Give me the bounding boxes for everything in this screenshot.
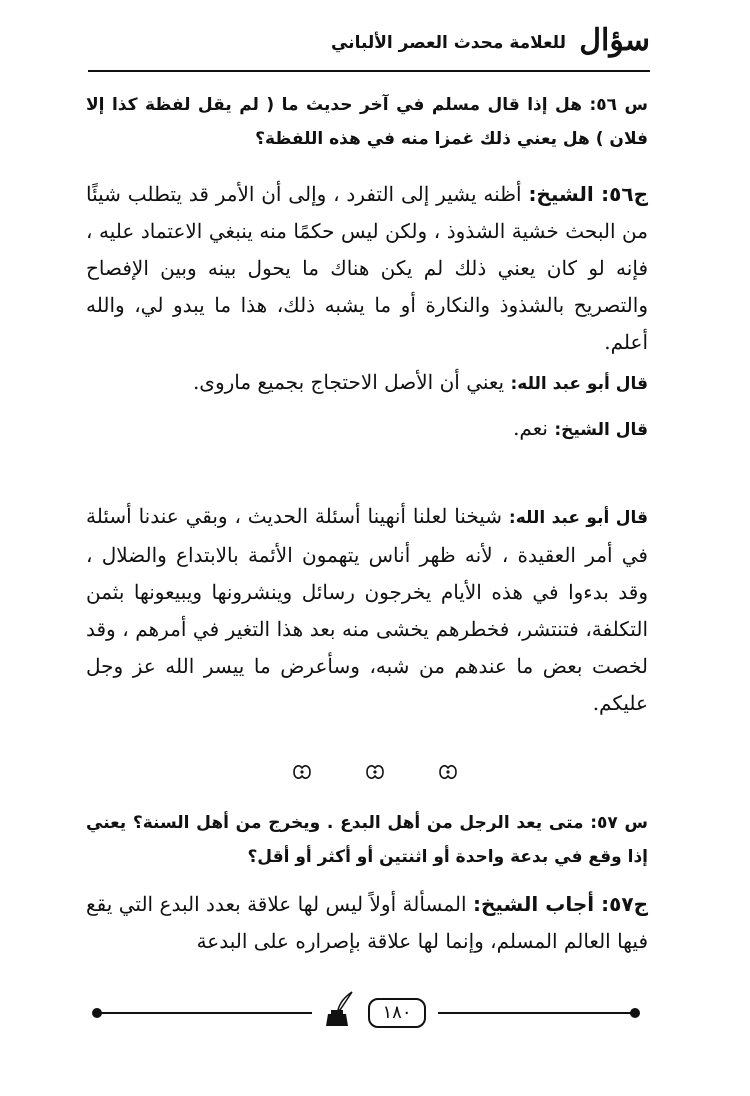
answer-57-text: المسألة أولاً ليس لها علاقة بعدد البدع التي يقع فيها العالم المسلم، وإنما لها علاقة بإصراره على البدعة — [86, 892, 648, 953]
header-rule — [88, 70, 650, 72]
footer-rule-left — [98, 1012, 312, 1014]
dialogue-abu-abdullah-1 — [86, 364, 648, 403]
speaker-label: قال الشيخ: — [554, 420, 648, 440]
inkpot-quill-icon — [320, 990, 354, 1028]
speaker-label: قال أبو عبد الله: — [508, 508, 648, 528]
footer-dot-right — [630, 1008, 640, 1018]
answer-56-lead: ج٥٦: الشيخ: — [528, 182, 648, 206]
book-subtitle: للعلامة محدث العصر الألباني — [330, 33, 566, 53]
dialogue-sheikh-1 — [86, 410, 648, 449]
section-divider — [290, 762, 460, 786]
flower-ornament-icon — [363, 762, 387, 782]
dialogue-text: نعم. — [513, 416, 555, 440]
speaker-label: قال أبو عبد الله: — [510, 374, 648, 394]
book-title-logo: سؤال — [579, 23, 650, 58]
flower-ornament-icon — [290, 762, 314, 782]
page-number-badge: ١٨٠ — [368, 998, 426, 1028]
answer-57-lead: ج٥٧: أجاب الشيخ: — [472, 892, 649, 916]
dialogue-abu-abdullah-2 — [86, 498, 648, 722]
footer-rule-right — [438, 1012, 632, 1014]
dialogue-text: شيخنا لعلنا أنهينا أسئلة الحديث ، وبقي عندنا أسئلة في أمر العقيدة ، لأنه ظهر أناس يتهمون الأئمة بالابتداع والضلال ، وقد بدءوا في هذه الأيام يخرجون رسائل وينشرونها ويبيعونها بثمن التكلفة، فتنتشر، فخطرهم يخشى منه بعد هذا التغير في أمرهم ، وقد لخصت بعض ما عندهم من شبه، وسأعرض ما ييسر الله عز وجل عليكم. — [86, 504, 648, 715]
answer-57 — [86, 886, 648, 960]
question-56: س ٥٦: هل إذا قال مسلم في آخر حديث ما ( لم يقل لفظة كذا إلا فلان ) هل يعني ذلك غمزا منه في هذه اللفظة؟ — [86, 95, 648, 149]
flower-ornament-icon — [436, 762, 460, 782]
running-header — [88, 14, 650, 74]
question-57: س ٥٧: متى يعد الرجل من أهل البدع . ويخرج من أهل السنة؟ يعني إذا وقع في بدعة واحدة أو اثنتين أو أكثر أو أقل؟ — [86, 813, 648, 867]
answer-56-text: أظنه يشير إلى التفرد ، وإلى أن الأمر قد يتطلب شيئًا من البحث خشية الشذوذ ، ولكن ليس حكمًا منه ينبغي الاعتماد عليه ، فإنه لو كان يعني ذلك لم يكن هناك ما يحول بينه وبين الإفصاح والتصريح بالشذوذ والنكارة أو ما يشبه ذلك، هذا ما يبدو لي، والله أعلم. — [86, 182, 648, 354]
dialogue-text: يعني أن الأصل الاحتجاج بجميع ماروى. — [192, 370, 511, 394]
answer-56 — [86, 176, 648, 361]
